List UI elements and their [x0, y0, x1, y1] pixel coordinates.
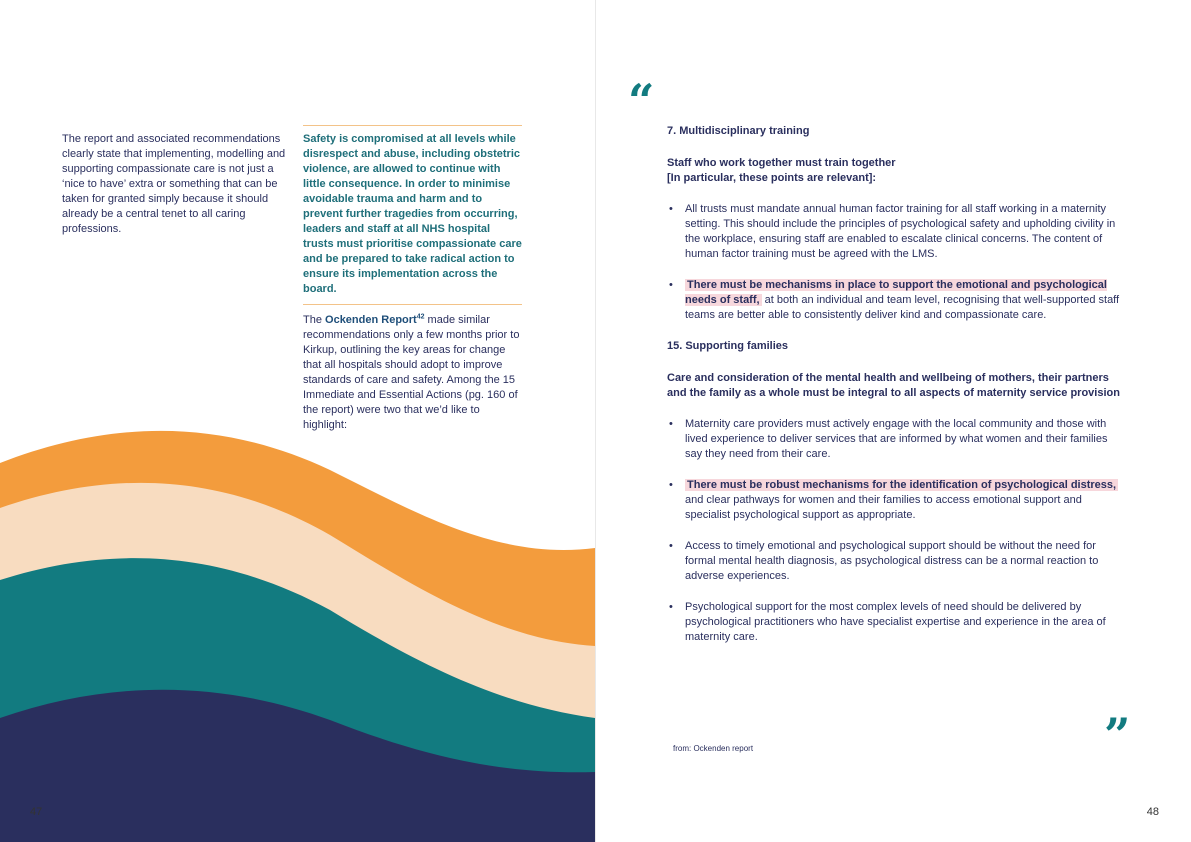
para-prefix: The — [303, 314, 326, 326]
list-item — [667, 278, 1127, 323]
list-item — [667, 417, 1127, 462]
left-page — [0, 0, 595, 842]
highlighted-text: There must be robust mechanisms for the identification of psychological distress, — [687, 479, 1117, 491]
ockenden-paragraph — [303, 313, 525, 433]
section-subtitle: Care and consideration of the mental health and wellbeing of mothers, their partners and the family as a whole must be integral to all aspects of maternity service provision — [667, 372, 1120, 399]
section-title: 7. Multidisciplinary training — [667, 125, 810, 137]
list-item-text: and clear pathways for women and their families to access emotional support and specialist psychological support as appropriate. — [685, 494, 1082, 521]
list-item — [667, 600, 1127, 645]
list-item-text: at both an individual and team level, recognising that well-supported staff teams are better able to consistently deliver kind and compassionate care. — [685, 294, 1120, 321]
list-item — [667, 539, 1127, 584]
subtitle-line: Staff who work together must train together — [667, 157, 896, 169]
list-item-text: Maternity care providers must actively engage with the local community and those with lived experience to deliver services that are informed by what women and their families say they need from their care. — [685, 418, 1108, 460]
bullet-list — [667, 202, 1127, 323]
bullet-icon: • — [669, 479, 673, 491]
bullet-icon: • — [669, 601, 673, 613]
section-subtitle — [667, 156, 1127, 186]
list-item-text: Access to timely emotional and psychological support should be without the need for formal mental health diagnosis, as psychological distress can be a normal reaction to adverse experiences. — [685, 540, 1099, 582]
highlighted-text: There must be mechanisms in place to support the emotional and psychological needs of staff, — [685, 279, 1107, 306]
intro-paragraph: The report and associated recommendations clearly state that implementing, modelling and supporting compassionate care is not just a ‘nice to have’ extra or something that can be taken for granted simply because it should already be a central tenet to all caring professions. — [62, 133, 286, 235]
quoted-content — [667, 124, 1127, 645]
bullet-icon: • — [669, 203, 673, 215]
close-quote-icon: ” — [1104, 708, 1131, 762]
right-page — [596, 0, 1191, 842]
footnote-ref[interactable]: 42 — [416, 313, 425, 321]
bullet-list — [667, 417, 1127, 645]
page-number-right: 48 — [1146, 806, 1159, 818]
list-item — [667, 478, 1127, 523]
source-caption: from: Ockenden report — [673, 744, 754, 753]
bullet-icon: • — [669, 540, 673, 552]
section-title: 15. Supporting families — [667, 340, 789, 352]
para-rest: made similar recommendations only a few months prior to Kirkup, outlining the key areas for change that all hospitals should adopt to improve standards of care and safety. Among the 15 Immediate and Essential Actions (pg. 160 of the report) were two that we’d like to highlight: — [303, 314, 520, 431]
ockenden-report-link[interactable]: Ockenden Report — [325, 314, 417, 326]
pull-quote: Safety is compromised at all levels while disrespect and abuse, including obstetric violence, are allowed to continue with little consequence. In order to minimise avoidable trauma and harm and to prevent further tragedies from occurring, leaders and staff at all NHS hospital trusts must prioritise compassionate care and be prepared to take radical action to ensure its implementation across the board. — [303, 125, 522, 305]
bullet-icon: • — [669, 279, 673, 291]
list-item-text: All trusts must mandate annual human factor training for all staff working in a maternity setting. This should include the principles of psychological safety and upholding civility in the workplace, ensuring staff are enabled to escalate clinical concerns. The content of human factor training must be agreed with the LMS. — [685, 203, 1116, 260]
subtitle-line: [In particular, these points are relevant]: — [667, 172, 877, 184]
bullet-icon: • — [669, 418, 673, 430]
list-item — [667, 202, 1127, 262]
open-quote-icon: “ — [628, 74, 655, 128]
page-number-left: 47 — [30, 806, 43, 818]
list-item-text: Psychological support for the most complex levels of need should be delivered by psychological practitioners who have specialist expertise and experience in the area of maternity care. — [685, 601, 1106, 643]
